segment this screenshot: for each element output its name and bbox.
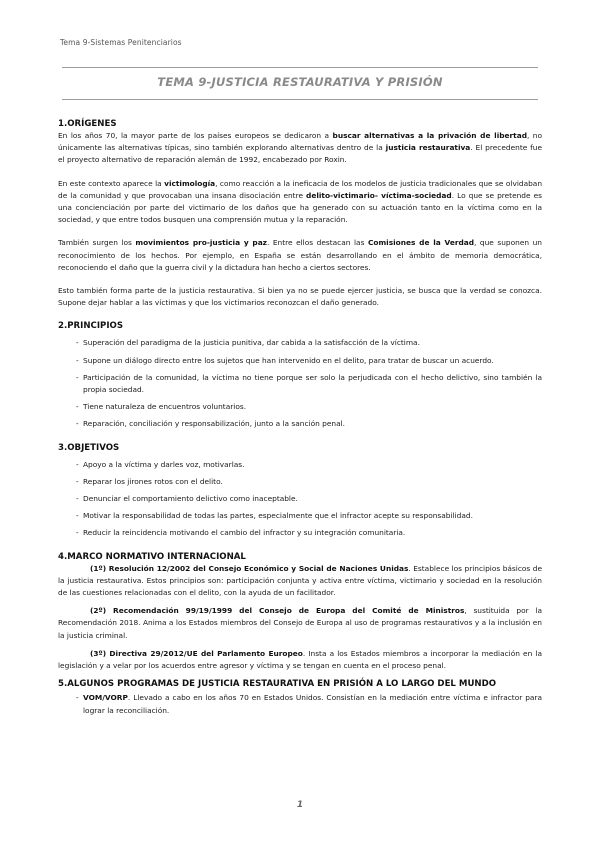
list-item: - Supone un diálogo directo entre los sujetos que han intervenido en el delito, para tratar de buscar un acuerdo. (76, 355, 494, 365)
objetivos-list (58, 459, 542, 540)
list-item: - VOM/VORP. Llevado a cabo en los años 70 en Estados Unidos. Consistían en la mediación entre víctima e infractor para lograr la reconciliación. (76, 693, 542, 715)
list-item: - Motivar la responsabilidad de todas las partes, especialmente que el infractor acepte su responsabilidad. (76, 511, 473, 521)
document-body (58, 118, 542, 717)
marco-paragraph-1: (1º) Resolución 12/2002 del Consejo Económico y Social de Naciones Unidas. Establece los principios básicos de la justicia restaurativa. Estos principios son: participación conjunta y activa entre víctima, victimario y sociedad en la resolución de las cuestiones relacionadas con el delito, con la ayuda de un facilitador. (58, 563, 542, 598)
running-header: Tema 9-Sistemas Penitenciarios (60, 38, 182, 47)
section-heading-programas: 5.ALGUNOS PROGRAMAS DE JUSTICIA RESTAURATIVA EN PRISIÓN A LO LARGO DEL MUNDO (58, 679, 497, 690)
title-rule-bottom (62, 99, 538, 100)
list-item: - Participación de la comunidad, la víctima no tiene porque ser solo la perjudicada con el hecho delictivo, sino también la propia sociedad. (76, 372, 542, 395)
list-item: - Apoyo a la víctima y darles voz, motivarlas. (76, 459, 245, 469)
list-item: - Reparar los jirones rotos con el delito. (76, 476, 223, 486)
principios-list (58, 337, 542, 430)
title-rule-top (62, 67, 538, 68)
list-item: - Tiene naturaleza de encuentros voluntarios. (76, 402, 247, 412)
document-title: TEMA 9-JUSTICIA RESTAURATIVA Y PRISIÓN (157, 75, 443, 89)
section-heading-objetivos: 3.OBJETIVOS (58, 442, 120, 453)
programas-list (58, 692, 542, 716)
list-item: - Denunciar el comportamiento delictivo como inaceptable. (76, 494, 298, 504)
origenes-paragraph-2: En este contexto aparece la victimología, como reacción a la ineficacia de los modelos de justicia tradicionales que se olvidaban de la comunidad y que provocaban una insana disociación entre delito-victimario- víctima-sociedad. Lo que se pretende es una concienciación por parte del victimario de los daños que ha generado con su actuación tanto en la víctima como en la sociedad, y que entre todos busquen una comprensión mutua y la reparación. (58, 178, 542, 225)
list-item: - Reducir la reincidencia motivando el cambio del infractor y su integración comunitaria. (76, 528, 406, 538)
list-item: - Reparación, conciliación y responsabilización, junto a la sanción penal. (76, 419, 345, 429)
origenes-paragraph-1: En los años 70, la mayor parte de los países europeos se dedicaron a buscar alternativas a la privación de libertad, no únicamente las alternativas típicas, sino también explorando alternativas dentro de la justicia restaurativa. El precedente fue el proyecto alternativo de reparación alemán de 1992, encabezado por Roxin. (58, 131, 543, 165)
section-heading-origenes: 1.ORÍGENES (58, 119, 117, 129)
origenes-paragraph-3: También surgen los movimientos pro-justicia y paz. Entre ellos destacan las Comisiones de la Verdad, que suponen un reconocimiento de los hechos. Por ejemplo, en España se están desarrollando en el ámbito de memoria democrática, reconociendo el daño que la guerra civil y la dictadura han hecho a ciertos sectores. (58, 238, 542, 272)
origenes-paragraph-4: Esto también forma parte de la justicia restaurativa. Si bien ya no se puede ejercer justicia, se busca que la verdad se conozca. Supone dejar hablar a las víctimas y que los victimarios reconozcan el daño generado. (58, 286, 542, 308)
list-item: - Superación del paradigma de la justicia punitiva, dar cabida a la satisfacción de la víctima. (76, 338, 420, 348)
section-heading-principios: 2.PRINCIPIOS (58, 321, 124, 332)
section-heading-marco: 4.MARCO NORMATIVO INTERNACIONAL (58, 551, 246, 562)
page-number: 1 (296, 800, 304, 810)
marco-paragraph-2: (2º) Recomendación 99/19/1999 del Consejo de Europa del Comité de Ministros, sustituida por la Recomendación 2018. Anima a los Estados miembros del Consejo de Europa al uso de programas restaurativos y a la inclusión en la justicia criminal. (58, 606, 542, 640)
marco-paragraph-3: (3º) Directiva 29/2012/UE del Parlamento Europeo. Insta a los Estados miembros a incorporar la mediación en la legislación y a velar por los acuerdos entre agresor y víctima y se tengan en cuenta en el proceso penal. (58, 648, 542, 671)
